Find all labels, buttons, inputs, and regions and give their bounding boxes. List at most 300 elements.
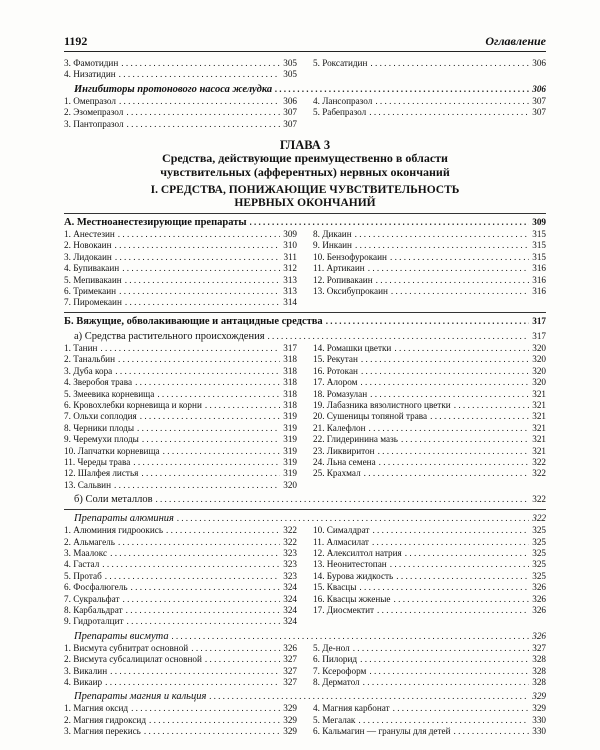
entry-title: 8. Черники плоды	[64, 422, 135, 433]
toc-entry	[64, 703, 297, 714]
entry-page: 312	[283, 263, 297, 274]
entry-page: 320	[283, 479, 297, 490]
toc-entry	[313, 377, 546, 388]
entry-page: 329	[283, 726, 297, 737]
entry-page: 327	[532, 642, 546, 653]
entry-title: 4. Бупивакаин	[64, 263, 120, 274]
leader-dots	[390, 559, 529, 570]
toc-entry	[64, 643, 297, 654]
entry-title: 7. Пиромекаин	[64, 297, 122, 308]
leader-dots	[275, 83, 529, 96]
leader-dots	[131, 703, 280, 714]
toc-entry	[64, 107, 297, 118]
entry-page: 319	[283, 434, 297, 445]
leader-dots	[141, 468, 280, 479]
entry-title: 9. Черемухи плоды	[64, 434, 139, 445]
aluminum-right-column	[313, 525, 546, 628]
entry-title: 21. Калефлон	[313, 422, 366, 433]
entry-title: 4. Магния карбонат	[313, 703, 390, 714]
leader-dots	[102, 559, 280, 570]
entry-page: 313	[283, 286, 297, 297]
entry-title: 2. Эзомепразол	[64, 107, 124, 118]
ppi-heading	[64, 83, 546, 96]
leader-dots	[119, 69, 281, 80]
entry-title: 22. Глидеринина мазь	[313, 434, 398, 445]
entry-title: 23. Ликвиритон	[313, 445, 375, 456]
leader-dots	[326, 315, 530, 328]
entry-title: 16. Ротокан	[313, 365, 358, 376]
toc-entry	[64, 366, 297, 377]
leader-dots	[191, 643, 280, 654]
toc-entry	[313, 366, 546, 377]
toc-entry	[313, 434, 546, 445]
leader-dots	[430, 411, 529, 422]
section-ba-page: 317	[532, 330, 546, 341]
entry-page: 318	[283, 365, 297, 376]
section-ba-right-column	[313, 343, 546, 491]
entry-page: 322	[532, 468, 546, 479]
entry-title: 5. Змеевика корневища	[64, 388, 155, 399]
toc-entry	[64, 666, 297, 677]
section-a-left-column	[64, 229, 297, 309]
section-b-heading	[64, 315, 546, 328]
divider	[64, 312, 546, 313]
leader-dots	[119, 286, 280, 297]
leader-dots	[375, 96, 529, 107]
section-ba-entries	[64, 343, 546, 491]
toc-entry	[313, 548, 546, 559]
top-left-column	[64, 58, 297, 81]
leader-dots	[100, 343, 280, 354]
entry-title: 11. Артикаин	[313, 263, 365, 274]
top-right-column	[313, 58, 546, 81]
bismuth-title: Препараты висмута	[74, 630, 169, 642]
toc-entry	[64, 119, 297, 130]
entry-page: 330	[532, 726, 546, 737]
entry-title: 8. Карбальдрат	[64, 605, 123, 615]
section-ba-left-column	[64, 343, 297, 491]
section-a-page: 309	[532, 217, 546, 228]
toc-entry	[64, 559, 297, 570]
leader-dots	[115, 366, 280, 377]
entry-title: 24. Льна семена	[313, 456, 376, 467]
entry-page: 321	[532, 399, 546, 410]
leader-dots	[379, 457, 530, 468]
aluminum-heading	[64, 512, 546, 525]
entry-page: 327	[283, 665, 297, 676]
toc-entry	[313, 726, 546, 737]
entry-title: 5. Мегалак	[313, 714, 356, 725]
toc-entry	[313, 525, 546, 536]
magnesium-page: 329	[532, 691, 546, 702]
bismuth-page: 326	[532, 630, 546, 641]
entry-title: 6. Тримекаин	[64, 286, 117, 297]
toc-entry	[313, 446, 546, 457]
entry-page: 326	[283, 642, 297, 653]
chapter-title-line1: Средства, действующие преимущественно в области	[162, 151, 448, 166]
entry-page: 307	[532, 95, 546, 106]
leader-dots	[370, 389, 529, 400]
leader-dots	[177, 512, 529, 525]
toc-entry	[313, 559, 546, 570]
leader-dots	[115, 252, 281, 263]
section-ba-heading	[64, 330, 546, 343]
entry-title: 18. Ромазулан	[313, 388, 368, 399]
entry-title: 12. Ропивакаин	[313, 274, 373, 285]
entry-page: 315	[532, 229, 546, 240]
leader-dots	[372, 525, 529, 536]
leader-dots	[172, 630, 530, 643]
toc-entry	[313, 389, 546, 400]
entry-page: 306	[283, 95, 297, 106]
toc-entry	[313, 654, 546, 665]
toc-entry	[64, 616, 297, 627]
toc-entry	[313, 423, 546, 434]
entry-page: 322	[283, 525, 297, 536]
entry-page: 319	[283, 468, 297, 479]
aluminum-title: Препараты алюминия	[74, 513, 174, 525]
entry-title: 4. Зверобоя трава	[64, 377, 133, 388]
toc-entry	[313, 594, 546, 605]
toc-entry	[64, 58, 297, 69]
toc-entry	[313, 703, 546, 714]
leader-dots	[131, 582, 281, 593]
entry-title: 14. Бурова жидкость	[313, 570, 394, 581]
entry-page: 316	[532, 286, 546, 297]
toc-entry	[313, 582, 546, 593]
leader-dots	[142, 434, 280, 445]
entry-page: 321	[532, 388, 546, 399]
toc-entry	[313, 343, 546, 354]
leader-dots	[401, 434, 529, 445]
part-heading	[64, 184, 546, 210]
bismuth-right-column	[313, 643, 546, 689]
leader-dots	[118, 229, 280, 240]
entry-title: 19. Лабазника вязолистного цветки	[313, 399, 451, 410]
toc-entry	[313, 240, 546, 251]
entry-page: 305	[283, 69, 297, 80]
entry-title: 2. Новокаин	[64, 240, 112, 251]
aluminum-page: 322	[532, 513, 546, 524]
leader-dots	[359, 582, 529, 593]
entry-page: 319	[283, 411, 297, 422]
entry-title: 16. Квасцы жженые	[313, 593, 391, 604]
toc-entry	[64, 240, 297, 251]
entry-title: 7. Ксероформ	[313, 665, 367, 676]
entry-page: 307	[283, 118, 297, 129]
ppi-page: 306	[532, 83, 546, 94]
section-bb-title: б) Соли металлов	[74, 494, 153, 506]
leader-dots	[166, 525, 280, 536]
section-b-title: Б. Вяжущие, обволакивающие и антацидные средства	[64, 315, 323, 327]
entry-title: 9. Гидроталцит	[64, 616, 124, 627]
entry-title: 13. Неонитестопан	[313, 559, 387, 570]
entry-title: 7. Ольхи соплодия	[64, 411, 137, 422]
leader-dots	[250, 216, 530, 229]
magnesium-heading	[64, 690, 546, 703]
leader-dots	[405, 548, 529, 559]
leader-dots	[118, 354, 280, 365]
leader-dots	[122, 594, 280, 605]
entry-title: 5. Протаб	[64, 570, 102, 581]
toc-entry	[64, 423, 297, 434]
entry-page: 316	[532, 274, 546, 285]
entry-page: 311	[283, 251, 297, 262]
toc-entry	[64, 571, 297, 582]
toc-entry	[64, 594, 297, 605]
toc-entry	[64, 457, 297, 468]
toc-entry	[64, 446, 297, 457]
entry-page: 328	[532, 677, 546, 688]
toc-entry	[64, 726, 297, 737]
leader-dots	[126, 605, 281, 616]
aluminum-entries	[64, 525, 546, 628]
entry-title: 17. Алором	[313, 377, 358, 388]
magnesium-title: Препараты магния и кальция	[74, 691, 207, 703]
entry-page: 320	[532, 377, 546, 388]
entry-title: 6. Кальмагин — гранулы для детей	[313, 726, 451, 737]
entry-page: 315	[532, 251, 546, 262]
entry-page: 324	[283, 582, 297, 593]
leader-dots	[363, 677, 530, 688]
entry-page: 329	[283, 714, 297, 725]
toc-entry	[313, 643, 546, 654]
toc-entry	[64, 582, 297, 593]
entry-title: 2. Танальбин	[64, 354, 116, 365]
section-a-entries	[64, 229, 546, 309]
leader-dots	[355, 240, 529, 251]
entry-title: 10. Сималдрат	[313, 525, 370, 536]
leader-dots	[360, 654, 529, 665]
entry-page: 310	[283, 240, 297, 251]
toc-entry	[313, 96, 546, 107]
page-number: 1192	[64, 34, 88, 48]
leader-dots	[361, 354, 529, 365]
toc-entry	[64, 605, 297, 616]
entry-page: 329	[532, 703, 546, 714]
section-a-title: А. Местноанестезирующие препараты	[64, 217, 247, 229]
toc-entry	[64, 480, 297, 491]
entry-title: 25. Крахмал	[313, 468, 361, 479]
entry-title: 1. Анестезин	[64, 229, 115, 240]
section-a-right-column	[313, 229, 546, 309]
toc-entry	[64, 677, 297, 688]
entry-page: 309	[283, 229, 297, 240]
toc-entry	[64, 715, 297, 726]
section-bb-page: 322	[532, 494, 546, 505]
toc-entry	[313, 605, 546, 616]
toc-entry	[64, 297, 297, 308]
toc-entry	[313, 411, 546, 422]
leader-dots	[105, 677, 280, 688]
toc-entry	[313, 275, 546, 286]
entry-title: 1. Омепразол	[64, 95, 116, 106]
leader-dots	[125, 275, 281, 286]
leader-dots	[119, 96, 280, 107]
toc-entry	[64, 468, 297, 479]
toc-entry	[64, 96, 297, 107]
entry-title: 5. Де-нол	[313, 642, 350, 653]
entry-page: 307	[532, 107, 546, 118]
toc-entry	[313, 354, 546, 365]
entry-page: 318	[283, 399, 297, 410]
entry-page: 319	[283, 456, 297, 467]
entry-page: 315	[532, 240, 546, 251]
ppi-title: Ингибиторы протонового насоса желудка	[74, 83, 273, 95]
leader-dots	[122, 263, 280, 274]
leader-dots	[360, 377, 529, 388]
toc-entry	[64, 286, 297, 297]
leader-dots	[369, 666, 529, 677]
entry-page: 327	[283, 654, 297, 665]
entry-title: 2. Магния гидроксид	[64, 714, 147, 725]
entry-title: 3. Викалин	[64, 665, 108, 676]
entry-title: 15. Квасцы	[313, 582, 357, 593]
leader-dots	[369, 423, 530, 434]
entry-title: 2. Альмагель	[64, 536, 115, 547]
toc-entry	[313, 286, 546, 297]
section-bb-heading	[64, 493, 546, 506]
entry-title: 13. Сальвин	[64, 479, 112, 490]
toc-entry	[64, 377, 297, 388]
entry-title: 10. Лапчатки корневища	[64, 445, 160, 456]
toc-entry	[64, 229, 297, 240]
leader-dots	[369, 107, 529, 118]
entry-title: 15. Рекутан	[313, 354, 358, 365]
entry-title: 11. Череды трава	[64, 456, 131, 467]
entry-title: 3. Магния перекись	[64, 726, 141, 737]
entry-page: 325	[532, 525, 546, 536]
leader-dots	[355, 229, 530, 240]
magnesium-left-column	[64, 703, 297, 737]
leader-dots	[121, 58, 280, 69]
bismuth-left-column	[64, 643, 297, 689]
leader-dots	[376, 275, 530, 286]
toc-entry	[64, 400, 297, 411]
entry-title: 5. Мепивакаин	[64, 274, 122, 285]
entry-page: 329	[283, 703, 297, 714]
entry-page: 323	[283, 547, 297, 558]
toc-entry	[64, 548, 297, 559]
toc-entry	[313, 468, 546, 479]
entry-title: 1. Танин	[64, 342, 98, 353]
entry-page: 330	[532, 714, 546, 725]
leader-dots	[396, 571, 529, 582]
toc-entry	[64, 354, 297, 365]
leader-dots	[137, 423, 280, 434]
leader-dots	[268, 330, 530, 343]
entry-page: 319	[283, 445, 297, 456]
leader-dots	[393, 703, 530, 714]
leader-dots	[394, 343, 529, 354]
entry-title: 2. Висмута субсалицилат основной	[64, 654, 202, 665]
leader-dots	[361, 366, 529, 377]
toc-entry	[313, 571, 546, 582]
ppi-left-column	[64, 96, 297, 130]
leader-dots	[353, 643, 530, 654]
entry-title: 17. Диосмектит	[313, 605, 375, 615]
leader-dots	[454, 400, 530, 411]
entry-title: 3. Маалокс	[64, 547, 108, 558]
entry-page: 325	[532, 570, 546, 581]
entry-title: 9. Инкаин	[313, 240, 352, 251]
leader-dots	[126, 107, 280, 118]
toc-entry	[313, 457, 546, 468]
entry-title: 10. Бензофурокаин	[313, 251, 387, 262]
toc-entry	[64, 434, 297, 445]
entry-page: 326	[532, 593, 546, 604]
entry-page: 325	[532, 547, 546, 558]
entry-title: 5. Рабепразол	[313, 107, 367, 118]
toc-entry	[64, 389, 297, 400]
entry-page: 313	[283, 274, 297, 285]
section-ba-title: а) Средства растительного происхождения	[74, 330, 265, 342]
entry-title: 6. Кровохлебки корневища и корни	[64, 399, 202, 410]
toc-entry	[313, 400, 546, 411]
entry-title: 7. Сукральфат	[64, 593, 120, 604]
entry-page: 328	[532, 665, 546, 676]
toc-entry	[64, 525, 297, 536]
ppi-right-column	[313, 96, 546, 130]
leader-dots	[144, 726, 280, 737]
toc-entry	[313, 229, 546, 240]
entry-page: 326	[532, 582, 546, 593]
entry-page: 318	[283, 354, 297, 365]
entry-title: 6. Фосфалюгель	[64, 582, 128, 593]
divider	[64, 213, 546, 214]
toc-entry	[64, 343, 297, 354]
page-title: Оглавление	[485, 34, 546, 48]
entry-page: 320	[532, 342, 546, 353]
part-title-line2: НЕРВНЫХ ОКОНЧАНИЙ	[234, 197, 376, 210]
entry-title: 4. Гастал	[64, 559, 100, 570]
entry-title: 4. Низатидин	[64, 69, 116, 80]
toc-entry	[64, 411, 297, 422]
leader-dots	[140, 411, 280, 422]
toc-entry	[64, 537, 297, 548]
entry-title: 14. Ромашки цветки	[313, 342, 392, 353]
leader-dots	[135, 377, 280, 388]
leader-dots	[390, 252, 529, 263]
entry-page: 320	[532, 365, 546, 376]
leader-dots	[115, 240, 281, 251]
entry-page: 322	[283, 536, 297, 547]
entry-page: 323	[283, 570, 297, 581]
entry-page: 328	[532, 654, 546, 665]
bismuth-entries	[64, 643, 546, 689]
magnesium-right-column	[313, 703, 546, 737]
ppi-entries	[64, 96, 546, 130]
entry-title: 12. Алексилтол натрия	[313, 547, 402, 558]
leader-dots	[127, 119, 281, 130]
leader-dots	[205, 400, 280, 411]
entry-page: 318	[283, 377, 297, 388]
magnesium-entries	[64, 703, 546, 737]
entry-title: 8. Дерматол	[313, 677, 360, 688]
leader-dots	[157, 389, 280, 400]
toc-entry	[313, 666, 546, 677]
entry-page: 325	[532, 536, 546, 547]
leader-dots	[133, 457, 280, 468]
entry-page: 317	[283, 342, 297, 353]
leader-dots	[391, 286, 529, 297]
leader-dots	[364, 468, 530, 479]
chapter-title-line2: чувствительных (афферентных) нервных окончаний	[160, 164, 450, 179]
page-header	[64, 34, 546, 52]
entry-title: 4. Викаир	[64, 677, 103, 688]
entry-title: 12. Шалфея листья	[64, 468, 139, 479]
entry-title: 4. Лансопразол	[313, 95, 373, 106]
